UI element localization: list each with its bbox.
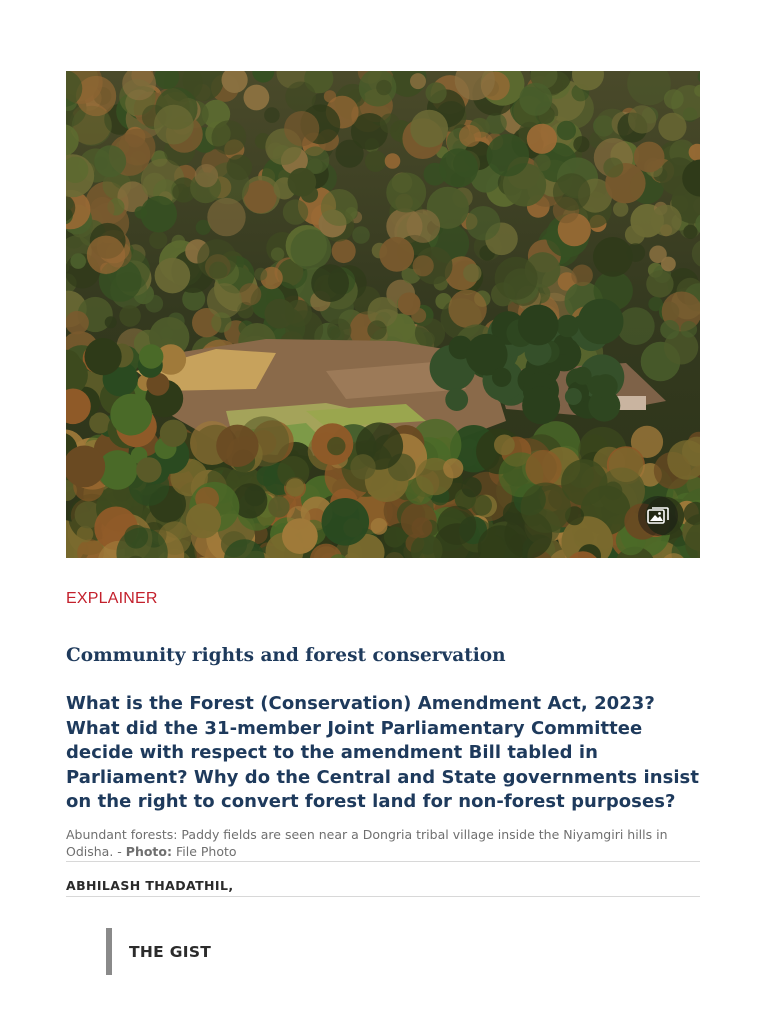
caption-text: Abundant forests: Paddy fields are seen near a Dongria tribal village inside the Niyamgiri hills in Odisha. - xyxy=(66,827,668,859)
divider xyxy=(66,896,700,897)
image-caption xyxy=(66,826,700,860)
section-kicker[interactable]: EXPLAINER xyxy=(66,590,158,607)
article-subtitle: What is the Forest (Conservation) Amendment Act, 2023? What did the 31-member Joint Parliamentary Committee decide with respect to the amendment Bill tabled in Parliament? Why do the Central and State governments insist on the right to convert forest land for non-forest purposes? xyxy=(66,693,699,812)
divider xyxy=(66,861,700,862)
gallery-icon xyxy=(647,507,669,525)
gist-box xyxy=(106,928,211,975)
hero-image[interactable] xyxy=(66,71,700,558)
article-title: Community rights and forest conservation xyxy=(66,645,506,666)
forest-photo xyxy=(66,71,700,558)
gist-heading: THE GIST xyxy=(129,942,212,961)
photo-credit: File Photo xyxy=(172,844,237,859)
gallery-button[interactable] xyxy=(638,496,678,536)
photo-label: Photo: xyxy=(125,844,172,859)
author-name[interactable]: ABHILASH THADATHIL, xyxy=(66,878,234,893)
